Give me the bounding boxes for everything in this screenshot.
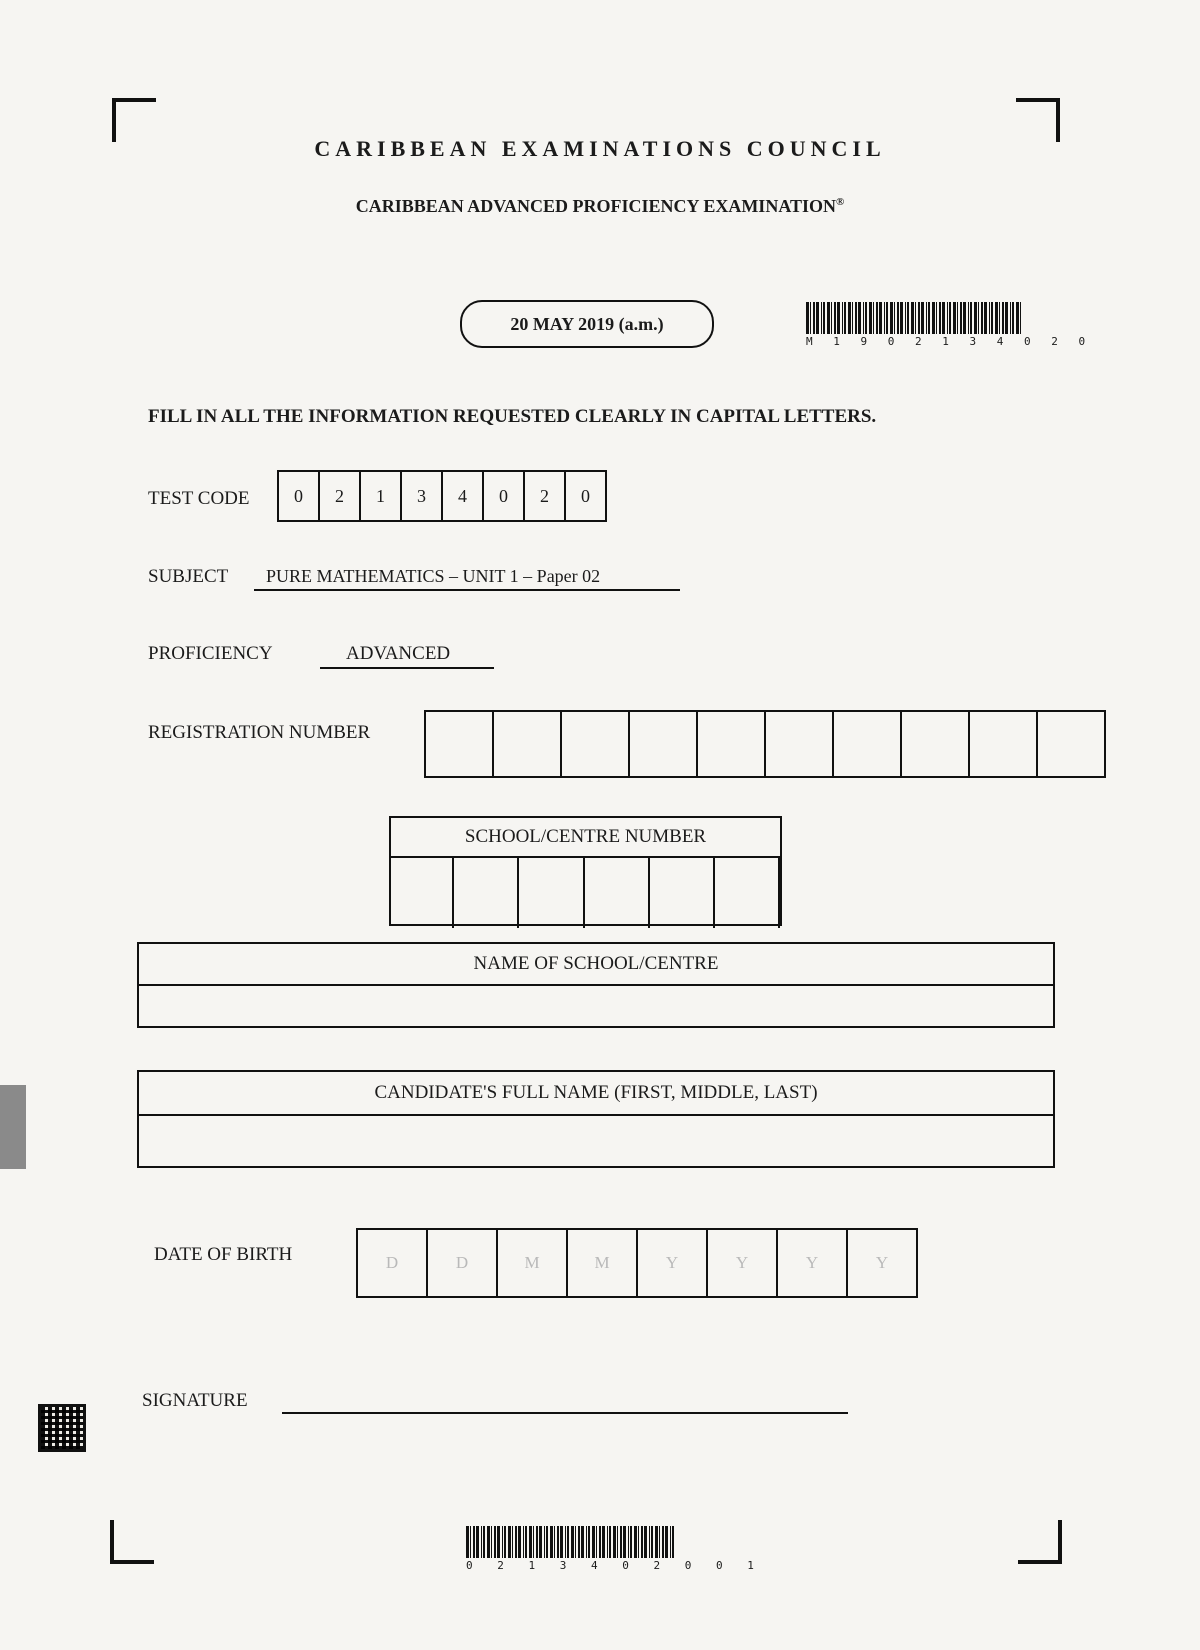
barcode-bar bbox=[623, 1526, 626, 1558]
dob-digit-box[interactable]: D bbox=[356, 1228, 428, 1298]
signature-label: SIGNATURE bbox=[142, 1390, 248, 1411]
barcode-bar bbox=[863, 302, 864, 334]
barcode-bar bbox=[984, 302, 987, 334]
registration-digit-box[interactable] bbox=[900, 710, 970, 778]
barcode-bar bbox=[960, 302, 962, 334]
barcode-bar bbox=[816, 302, 819, 334]
bottom-barcode bbox=[466, 1526, 763, 1572]
proficiency-value: ADVANCED bbox=[320, 643, 494, 669]
barcode-bar bbox=[894, 302, 895, 334]
barcode-bar bbox=[638, 1526, 639, 1558]
barcode-bar bbox=[911, 302, 914, 334]
barcode-bar bbox=[1002, 302, 1004, 334]
dob-digit-box[interactable]: Y bbox=[776, 1228, 848, 1298]
barcode-bar bbox=[630, 1526, 632, 1558]
barcode-bar bbox=[963, 302, 966, 334]
barcode-bar bbox=[599, 1526, 601, 1558]
barcode-bar bbox=[602, 1526, 605, 1558]
registration-digit-box[interactable] bbox=[628, 710, 698, 778]
registration-digit-box[interactable] bbox=[764, 710, 834, 778]
dob-label: DATE OF BIRTH bbox=[154, 1244, 293, 1265]
school-centre-number-boxes[interactable] bbox=[391, 858, 780, 928]
barcode-bar bbox=[508, 1526, 511, 1558]
dob-digit-box[interactable]: D bbox=[426, 1228, 498, 1298]
bottom-barcode-bars bbox=[466, 1526, 763, 1558]
barcode-bar bbox=[999, 302, 1000, 334]
barcode-bar bbox=[831, 302, 832, 334]
corner-mark-bottom-right bbox=[1018, 1520, 1062, 1564]
barcode-bar bbox=[1010, 302, 1011, 334]
barcode-bar bbox=[890, 302, 893, 334]
registration-digit-box[interactable] bbox=[832, 710, 902, 778]
school-centre-digit-box[interactable] bbox=[517, 858, 584, 928]
barcode-bar bbox=[529, 1526, 532, 1558]
barcode-bar bbox=[989, 302, 990, 334]
barcode-bar bbox=[665, 1526, 668, 1558]
barcode-bar bbox=[968, 302, 969, 334]
barcode-bar bbox=[518, 1526, 521, 1558]
school-centre-digit-box[interactable] bbox=[713, 858, 780, 928]
barcode-bar bbox=[995, 302, 998, 334]
barcode-bar bbox=[620, 1526, 622, 1558]
barcode-bar bbox=[586, 1526, 587, 1558]
school-centre-number-box bbox=[389, 816, 782, 926]
barcode-bar bbox=[512, 1526, 513, 1558]
barcode-bar bbox=[842, 302, 843, 334]
barcode-bar bbox=[560, 1526, 563, 1558]
barcode-bar bbox=[575, 1526, 576, 1558]
barcode-bar bbox=[565, 1526, 566, 1558]
barcode-bar bbox=[644, 1526, 647, 1558]
registration-digit-box[interactable] bbox=[424, 710, 494, 778]
registration-digit-box[interactable] bbox=[968, 710, 1038, 778]
barcode-bar bbox=[672, 1526, 674, 1558]
subject-value: PURE MATHEMATICS – UNIT 1 – Paper 02 bbox=[254, 566, 680, 591]
signature-line[interactable] bbox=[282, 1412, 848, 1414]
barcode-bar bbox=[525, 1526, 527, 1558]
dob-digit-box[interactable]: M bbox=[566, 1228, 638, 1298]
school-centre-digit-box[interactable] bbox=[648, 858, 715, 928]
test-code-digit: 0 bbox=[564, 470, 607, 522]
barcode-bar bbox=[523, 1526, 524, 1558]
corner-mark-bottom-left bbox=[110, 1520, 154, 1564]
test-code-digit: 4 bbox=[441, 470, 484, 522]
barcode-bar bbox=[858, 302, 861, 334]
dob-digit-box[interactable]: Y bbox=[706, 1228, 778, 1298]
barcode-bar bbox=[900, 302, 903, 334]
test-code-boxes bbox=[279, 470, 607, 522]
barcode-bar bbox=[533, 1526, 534, 1558]
exam-title-text: CARIBBEAN ADVANCED PROFICIENCY EXAMINATION bbox=[355, 196, 836, 216]
barcode-bar bbox=[641, 1526, 643, 1558]
test-code-label: TEST CODE bbox=[148, 488, 250, 509]
barcode-bar bbox=[928, 302, 930, 334]
side-tab bbox=[0, 1085, 26, 1169]
barcode-bar bbox=[1016, 302, 1019, 334]
barcode-bar bbox=[921, 302, 924, 334]
barcode-bar bbox=[497, 1526, 500, 1558]
barcode-bar bbox=[494, 1526, 496, 1558]
barcode-bar bbox=[1020, 302, 1021, 334]
exam-title bbox=[0, 196, 1200, 217]
registration-digit-box[interactable] bbox=[1036, 710, 1106, 778]
school-centre-digit-box[interactable] bbox=[452, 858, 519, 928]
barcode-bar bbox=[567, 1526, 569, 1558]
school-name-field[interactable] bbox=[139, 986, 1053, 1028]
barcode-bar bbox=[581, 1526, 584, 1558]
barcode-bar bbox=[886, 302, 888, 334]
barcode-bar bbox=[939, 302, 941, 334]
barcode-bar bbox=[949, 302, 951, 334]
test-code-digit: 0 bbox=[482, 470, 525, 522]
barcode-bar bbox=[1005, 302, 1008, 334]
barcode-bar bbox=[907, 302, 909, 334]
barcode-bar bbox=[991, 302, 993, 334]
registration-digit-box[interactable] bbox=[696, 710, 766, 778]
barcode-bar bbox=[634, 1526, 637, 1558]
test-code-digit: 2 bbox=[523, 470, 566, 522]
test-code-digit: 2 bbox=[318, 470, 361, 522]
barcode-bar bbox=[918, 302, 920, 334]
barcode-bar bbox=[942, 302, 945, 334]
barcode-bar bbox=[670, 1526, 671, 1558]
barcode-bar bbox=[613, 1526, 616, 1558]
test-code-digit: 1 bbox=[359, 470, 402, 522]
qr-code bbox=[38, 1404, 86, 1452]
barcode-bar bbox=[487, 1526, 490, 1558]
registration-digit-box[interactable] bbox=[560, 710, 630, 778]
barcode-bar bbox=[557, 1526, 559, 1558]
barcode-bar bbox=[491, 1526, 492, 1558]
barcode-bar bbox=[810, 302, 811, 334]
barcode-bar bbox=[876, 302, 878, 334]
candidate-name-box bbox=[137, 1070, 1055, 1168]
barcode-bar bbox=[848, 302, 851, 334]
school-name-label: NAME OF SCHOOL/CENTRE bbox=[139, 944, 1053, 986]
barcode-bar bbox=[588, 1526, 590, 1558]
registration-label: REGISTRATION NUMBER bbox=[148, 722, 371, 743]
barcode-bar bbox=[592, 1526, 595, 1558]
barcode-bar bbox=[879, 302, 882, 334]
barcode-bar bbox=[571, 1526, 574, 1558]
barcode-bar bbox=[844, 302, 846, 334]
barcode-bar bbox=[806, 302, 809, 334]
top-barcode bbox=[806, 302, 1092, 348]
barcode-bar bbox=[936, 302, 937, 334]
barcode-bar bbox=[596, 1526, 597, 1558]
school-name-box bbox=[137, 942, 1055, 1028]
dob-digit-box[interactable]: M bbox=[496, 1228, 568, 1298]
proficiency-label: PROFICIENCY bbox=[148, 643, 273, 664]
barcode-bar bbox=[504, 1526, 506, 1558]
test-code-digit: 3 bbox=[400, 470, 443, 522]
registered-mark: ® bbox=[836, 196, 845, 208]
barcode-bar bbox=[827, 302, 830, 334]
instruction-text: FILL IN ALL THE INFORMATION REQUESTED CLEARLY IN CAPITAL LETTERS. bbox=[148, 406, 877, 427]
barcode-bar bbox=[649, 1526, 650, 1558]
barcode-bar bbox=[1012, 302, 1014, 334]
barcode-bar bbox=[873, 302, 874, 334]
barcode-bar bbox=[981, 302, 983, 334]
top-barcode-text: M 1 9 0 2 1 3 4 0 2 0 bbox=[806, 335, 1093, 348]
registration-boxes[interactable] bbox=[426, 710, 1106, 778]
barcode-bar bbox=[821, 302, 822, 334]
dob-boxes[interactable] bbox=[358, 1228, 918, 1298]
barcode-bar bbox=[926, 302, 927, 334]
barcode-bar bbox=[834, 302, 836, 334]
barcode-bar bbox=[662, 1526, 664, 1558]
barcode-bar bbox=[655, 1526, 658, 1558]
exam-date: 20 MAY 2019 (a.m.) bbox=[460, 300, 714, 348]
candidate-name-label: CANDIDATE'S FULL NAME (FIRST, MIDDLE, LAST) bbox=[139, 1072, 1053, 1116]
barcode-bar bbox=[970, 302, 972, 334]
barcode-bar bbox=[470, 1526, 471, 1558]
school-centre-digit-box[interactable] bbox=[389, 858, 454, 928]
school-centre-digit-box[interactable] bbox=[583, 858, 650, 928]
council-title: CARIBBEAN EXAMINATIONS COUNCIL bbox=[314, 136, 886, 161]
candidate-name-field[interactable] bbox=[139, 1116, 1053, 1168]
barcode-bar bbox=[515, 1526, 517, 1558]
dob-digit-box[interactable]: Y bbox=[846, 1228, 918, 1298]
barcode-bar bbox=[823, 302, 825, 334]
barcode-bar bbox=[852, 302, 853, 334]
barcode-bar bbox=[869, 302, 872, 334]
barcode-bar bbox=[481, 1526, 482, 1558]
barcode-bar bbox=[554, 1526, 555, 1558]
barcode-bar bbox=[884, 302, 885, 334]
registration-digit-box[interactable] bbox=[492, 710, 562, 778]
barcode-bar bbox=[659, 1526, 660, 1558]
barcode-bar bbox=[974, 302, 977, 334]
barcode-bar bbox=[947, 302, 948, 334]
test-code-digit: 0 bbox=[277, 470, 320, 522]
barcode-bar bbox=[855, 302, 857, 334]
barcode-bar bbox=[932, 302, 935, 334]
barcode-bar bbox=[476, 1526, 479, 1558]
school-centre-number-label: SCHOOL/CENTRE NUMBER bbox=[391, 818, 780, 858]
barcode-bar bbox=[483, 1526, 485, 1558]
barcode-bar bbox=[609, 1526, 611, 1558]
barcode-bar bbox=[897, 302, 899, 334]
barcode-bar bbox=[957, 302, 958, 334]
barcode-bar bbox=[915, 302, 916, 334]
barcode-bar bbox=[905, 302, 906, 334]
barcode-bar bbox=[953, 302, 956, 334]
top-barcode-bars bbox=[806, 302, 1092, 334]
barcode-bar bbox=[473, 1526, 475, 1558]
barcode-bar bbox=[837, 302, 840, 334]
barcode-bar bbox=[617, 1526, 618, 1558]
subject-label: SUBJECT bbox=[148, 566, 229, 587]
barcode-bar bbox=[502, 1526, 503, 1558]
barcode-bar bbox=[978, 302, 979, 334]
barcode-bar bbox=[546, 1526, 548, 1558]
bottom-barcode-text: 0 2 1 3 4 0 2 0 0 1 bbox=[466, 1559, 763, 1572]
barcode-bar bbox=[813, 302, 815, 334]
barcode-bar bbox=[578, 1526, 580, 1558]
barcode-bar bbox=[865, 302, 867, 334]
barcode-bar bbox=[651, 1526, 653, 1558]
barcode-bar bbox=[628, 1526, 629, 1558]
barcode-bar bbox=[536, 1526, 538, 1558]
barcode-bar bbox=[539, 1526, 542, 1558]
dob-digit-box[interactable]: Y bbox=[636, 1228, 708, 1298]
barcode-bar bbox=[544, 1526, 545, 1558]
barcode-bar bbox=[466, 1526, 469, 1558]
barcode-bar bbox=[607, 1526, 608, 1558]
barcode-bar bbox=[550, 1526, 553, 1558]
